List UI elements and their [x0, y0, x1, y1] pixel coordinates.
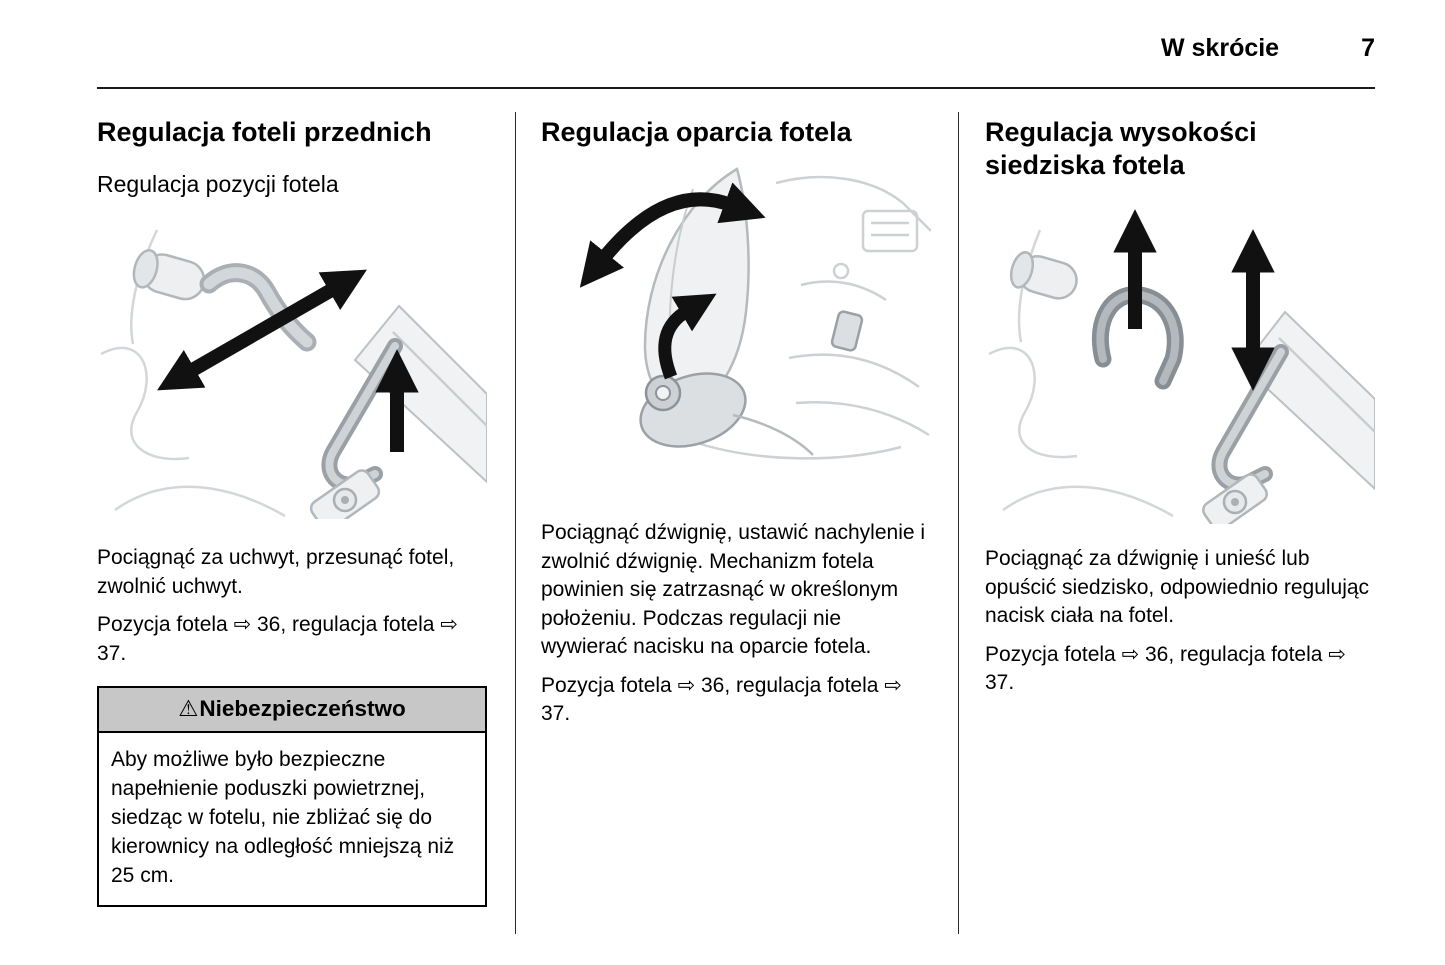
danger-text: Aby możliwe było bezpieczne napełnienie poduszki powietrznej, siedząc w fotelu, nie zbliżać się do kierownicy na odległość mniejszą niż 25 cm. — [111, 748, 455, 887]
body-text: Pociągnąć dźwignię, ustawić nachylenie i zwolnić dźwignię. Mechanizm fotela powinien się zatrzasnąć w określonym położeniu. Podczas regulacji nie wywierać nacisku na oparcie fotela. — [541, 521, 926, 658]
danger-box — [97, 686, 487, 907]
content-columns — [97, 116, 1375, 907]
section-title: W skrócie — [1160, 34, 1280, 62]
danger-box-header — [99, 688, 485, 733]
backrest-drawing — [541, 163, 931, 498]
column-title: Regulacja oparcia fotela — [541, 117, 852, 147]
illustration-backrest — [541, 163, 931, 503]
body-text: Pociągnąć za dźwignię i unieść lub opuścić siedzisko, odpowiednio regulując nacisk ciała na fotel. — [985, 547, 1370, 627]
column-subtitle: Regulacja pozycji fotela — [97, 171, 339, 197]
page-header — [97, 34, 1375, 63]
illustration-seat-position — [97, 214, 487, 524]
header-rule — [97, 87, 1375, 89]
illustration-seat-height — [985, 194, 1375, 529]
danger-title: Niebezpieczeństwo — [199, 696, 406, 721]
column-backrest — [541, 116, 931, 729]
seat-height-drawing — [985, 194, 1375, 524]
frame-tube — [130, 248, 209, 304]
column-title: Regulacja foteli przednich — [97, 117, 432, 147]
page-references: Pozycja fotela ⇨ 36, regulacja fotela ⇨ 37. — [541, 673, 902, 725]
column-seat-height — [985, 116, 1375, 698]
page-number: 7 — [1361, 34, 1375, 62]
seat-edge — [1243, 312, 1375, 489]
seatbelt-buckle — [831, 311, 863, 352]
warning-triangle-icon: ⚠ — [178, 696, 199, 721]
body-text: Pociągnąć za uchwyt, przesunąć fotel, zwolnić uchwyt. — [97, 546, 455, 598]
frame-tube — [1007, 250, 1080, 303]
column-seat-position — [97, 116, 487, 907]
column-title: Regulacja wysokości siedziska fotela — [985, 117, 1257, 180]
seat-position-drawing — [97, 214, 487, 519]
recline-lever — [631, 361, 813, 459]
page-references: Pozycja fotela ⇨ 36, regulacja fotela ⇨ 37. — [985, 642, 1346, 694]
page-references: Pozycja fotela ⇨ 36, regulacja fotela ⇨ 37. — [97, 613, 458, 665]
